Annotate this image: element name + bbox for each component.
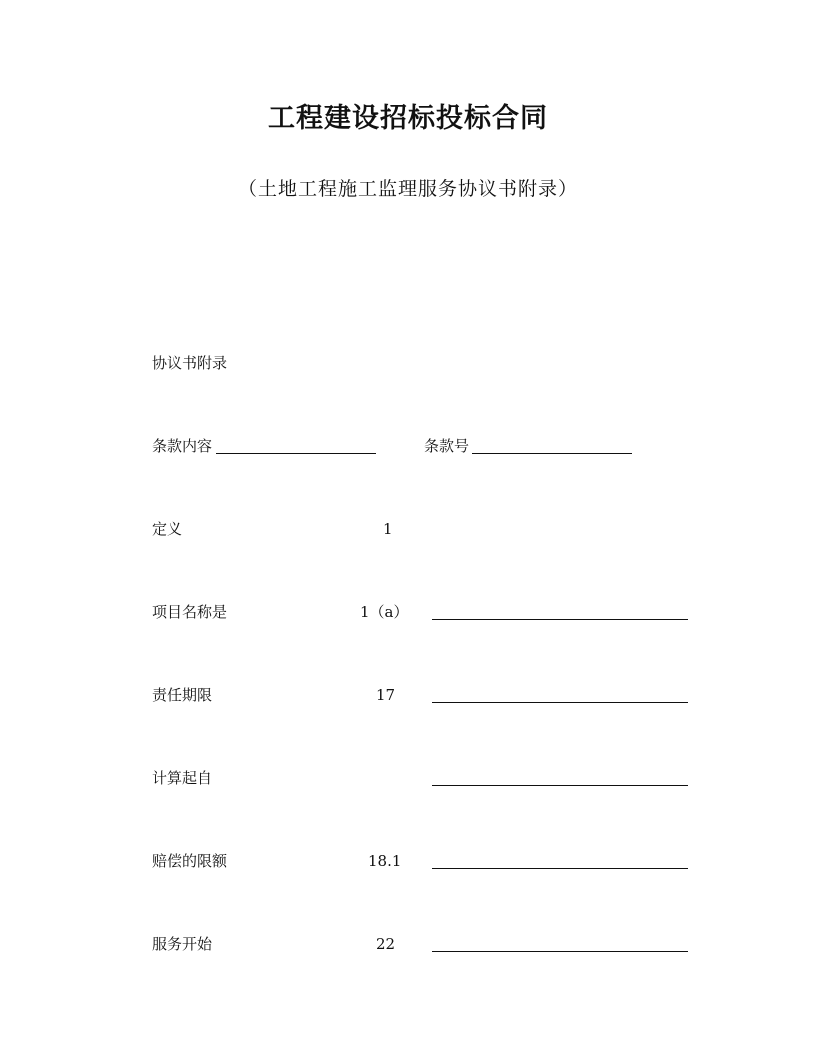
row-clause-definition: 1 <box>383 520 393 538</box>
row-label-compensation-limit: 赔偿的限额 <box>152 852 228 870</box>
clause-number-label: 条款号 <box>424 437 470 455</box>
row-label-service-start: 服务开始 <box>152 935 213 953</box>
clause-content-field[interactable] <box>216 453 376 454</box>
clause-number-field[interactable] <box>472 453 632 454</box>
service-start-field[interactable] <box>432 951 688 952</box>
calculated-from-field[interactable] <box>432 785 688 786</box>
row-label-definition: 定义 <box>152 520 183 538</box>
document-title: 工程建设招标投标合同 <box>268 103 548 134</box>
project-name-field[interactable] <box>432 619 688 620</box>
clause-content-label: 条款内容 <box>152 437 213 455</box>
row-label-project-name: 项目名称是 <box>152 603 228 621</box>
row-clause-compensation-limit: 18.1 <box>368 852 402 870</box>
row-clause-service-start: 22 <box>376 935 396 953</box>
row-label-liability-period: 责任期限 <box>152 686 213 704</box>
appendix-heading: 协议书附录 <box>152 354 228 372</box>
document-subtitle: （土地工程施工监理服务协议书附录） <box>237 178 578 200</box>
compensation-limit-field[interactable] <box>432 868 688 869</box>
row-label-calculated-from: 计算起自 <box>152 769 213 787</box>
row-clause-liability-period: 17 <box>376 686 396 704</box>
row-clause-project-name: 1（a） <box>360 603 409 621</box>
liability-period-field[interactable] <box>432 702 688 703</box>
